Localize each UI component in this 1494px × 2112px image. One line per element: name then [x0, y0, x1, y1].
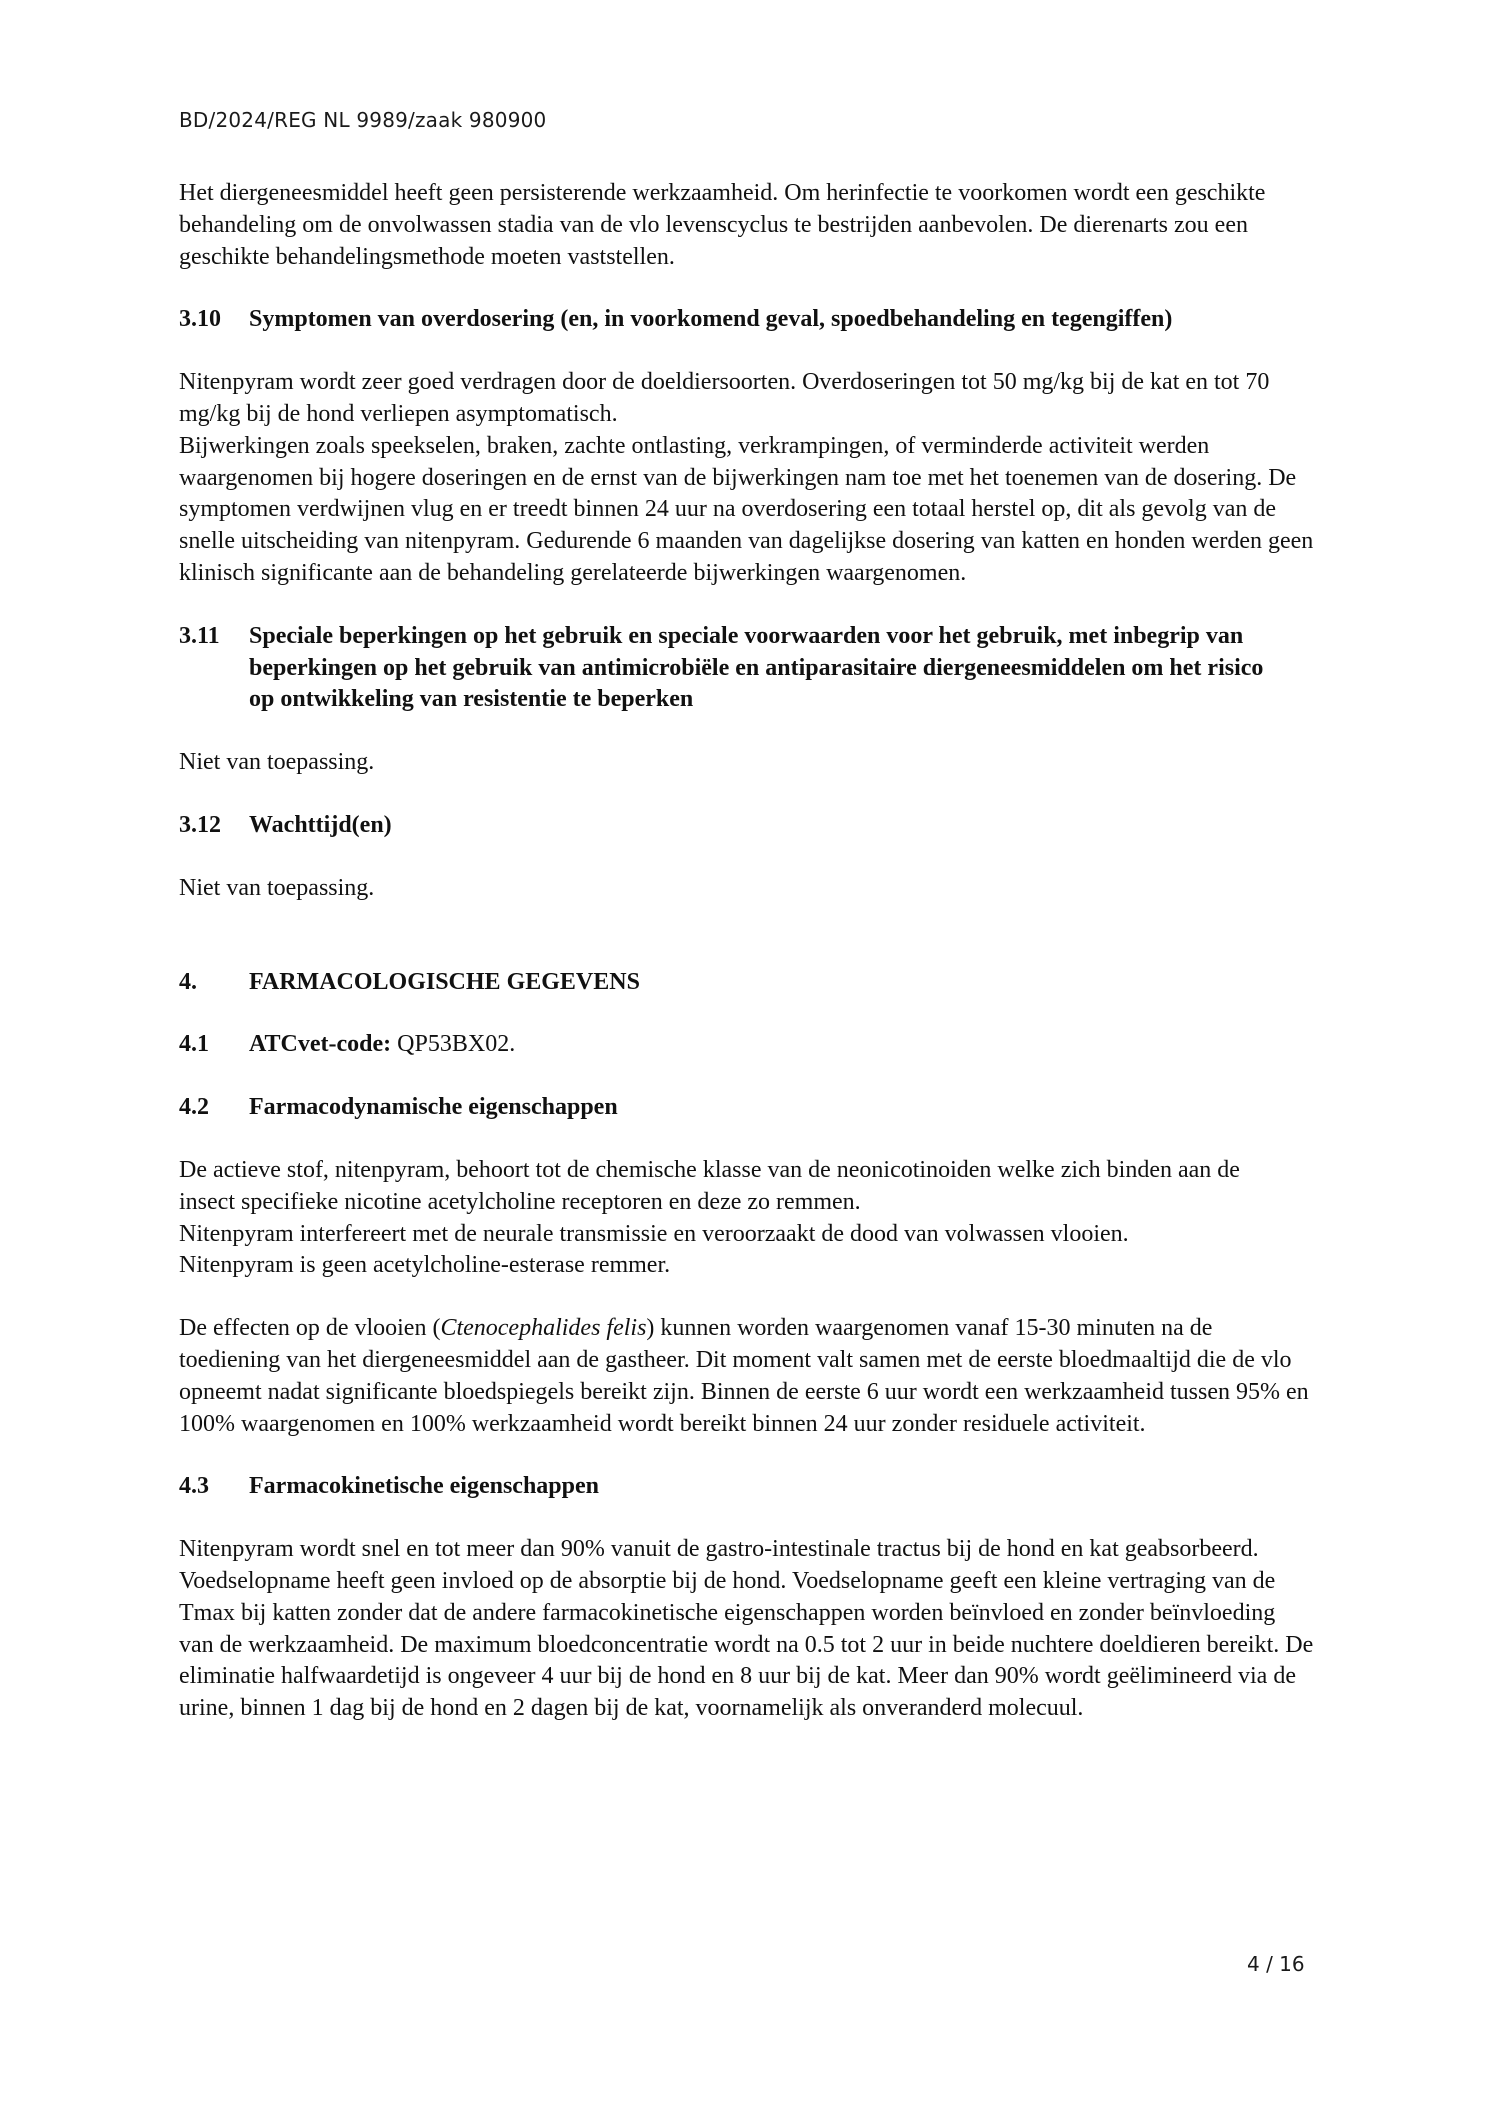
section-number: 3.12 — [179, 811, 221, 838]
spacer — [179, 336, 1314, 367]
spacer — [179, 1124, 1314, 1155]
chapter-number: 4. — [179, 968, 197, 995]
section-heading-3-10 — [179, 304, 1314, 336]
text-segment: De effecten op de vlooien ( — [179, 1315, 441, 1342]
spacer — [179, 779, 1314, 810]
document-reference-header: BD/2024/REG NL 9989/zaak 980900 — [179, 108, 547, 132]
section-heading-4-3 — [179, 1471, 1314, 1503]
spacer — [179, 998, 1314, 1029]
spacer — [179, 1440, 1314, 1471]
spacer — [179, 1503, 1314, 1534]
spacer — [179, 1282, 1314, 1313]
spacer — [179, 1061, 1314, 1092]
section-title: Symptomen van overdosering (en, in voorkomend geval, spoedbehandeling en tegengiffen) — [249, 306, 1173, 333]
section-title: Wachttijd(en) — [249, 811, 392, 838]
overdose-paragraph-1: Nitenpyram wordt zeer goed verdragen door de doeldiersoorten. Overdoseringen tot 50 mg/kg bij de kat en tot 70 mg/kg bij de hond verliepen asymptomatisch. — [179, 369, 1270, 427]
chapter-title: FARMACOLOGISCHE GEGEVENS — [249, 968, 640, 995]
species-name: Ctenocephalides felis — [440, 1315, 647, 1342]
intro-paragraph: Het diergeneesmiddel heeft geen persisterende werkzaamheid. Om herinfectie te voorkomen wordt een geschikte behandeling om de onvolwassen stadia van de vlo levenscyclus te bestrijden aanbevolen. De dierenarts zou een geschikte behandelingsmethode moeten vaststellen. — [179, 180, 1266, 270]
pharmacokinetics-paragraph: Nitenpyram wordt snel en tot meer dan 90% vanuit de gastro-intestinale tractus bij de hond en kat geabsorbeerd. Voedselopname heeft geen invloed op de absorptie bij de hond. Voedselopname geeft een kleine vertraging van de Tmax bij katten zonder dat de andere farmacokinetische eigenschappen worden beïnvloed en zonder beïnvloeding van de werkzaamheid. De maximum bloedconcentratie wordt na 0.5 tot 2 uur in beide nuchtere doeldieren bereikt. De eliminatie halfwaardetijd is ongeveer 4 uur bij de hond en 8 uur bij de kat. Meer dan 90% wordt geëlimineerd via de urine, binnen 1 dag bij de hond en 2 dagen bij de kat, voornamelijk als onveranderd molecuul. — [179, 1536, 1314, 1722]
spacer — [179, 716, 1314, 747]
section-title: Farmacodynamische eigenschappen — [249, 1094, 618, 1121]
chapter-heading-4 — [179, 967, 1314, 999]
atcvet-label: ATCvet-code: — [249, 1031, 392, 1058]
pharmacodynamics-line-1: De actieve stof, nitenpyram, behoort tot de chemische klasse van de neonicotinoiden welke zich binden aan de insect specifieke nicotine acetylcholine receptoren en deze zo remmen. — [179, 1156, 1240, 1215]
pharmacodynamics-paragraph-2 — [179, 1313, 1314, 1440]
spacer — [179, 590, 1314, 621]
section-heading-4-1 — [179, 1029, 1314, 1061]
section-3-11-body: Niet van toepassing. — [179, 749, 375, 776]
section-title: Speciale beperkingen op het gebruik en speciale voorwaarden voor het gebruik, met inbegrip van beperkingen op het gebruik van antimicrobiële en antiparasitaire diergeneesmiddelen om het risico op ontwikkeling van resistentie te beperken — [249, 622, 1264, 713]
section-heading-4-2 — [179, 1092, 1314, 1124]
section-number: 4.1 — [179, 1031, 209, 1058]
atcvet-code-line — [249, 1029, 1314, 1061]
section-number: 3.11 — [179, 622, 220, 649]
pharmacodynamics-line-2: Nitenpyram interfereert met de neurale transmissie en veroorzaakt de dood van volwassen vlooien. — [179, 1220, 1129, 1247]
overdose-paragraph-2: Bijwerkingen zoals speekselen, braken, zachte ontlasting, verkrampingen, of verminderde activiteit werden waargenomen bij hogere doseringen en de ernst van de bijwerkingen nam toe met het toenemen van de dosering. De symptomen verdwijnen vlug en er treedt binnen 24 uur na overdosering een totaal herstel op, dit als gevolg van de snelle uitscheiding van nitenpyram. Gedurende 6 maanden van dagelijkse dosering van katten en honden werden geen klinisch significante aan de behandeling gerelateerde bijwerkingen waargenomen. — [179, 432, 1314, 586]
section-number: 4.2 — [179, 1094, 209, 1121]
pharmacodynamics-line-3: Nitenpyram is geen acetylcholine-esterase remmer. — [179, 1252, 671, 1279]
spacer — [179, 842, 1314, 873]
section-heading-3-12 — [179, 810, 1314, 842]
page-content — [179, 178, 1314, 1725]
section-heading-3-11 — [179, 621, 1314, 716]
spacer — [179, 936, 1314, 967]
section-number: 4.3 — [179, 1473, 209, 1500]
section-title: Farmacokinetische eigenschappen — [249, 1473, 599, 1500]
section-3-12-body: Niet van toepassing. — [179, 874, 375, 901]
section-number: 3.10 — [179, 306, 221, 333]
spacer — [179, 273, 1314, 304]
atcvet-value: QP53BX02. — [391, 1031, 516, 1058]
text-segment: ) kunnen worden waargenomen vanaf 15-30 minuten na de toediening van het diergeneesmiddel aan de gastheer. Dit moment valt samen met de eerste bloedmaaltijd die de vlo opneemt nadat significante bloedspiegels bereikt zijn. Binnen de eerste 6 uur wordt een werkzaamheid tussen 95% en 100% waargenomen en 100% werkzaamheid wordt bereikt binnen 24 uur zonder residuele activiteit. — [179, 1315, 1309, 1437]
spacer — [179, 905, 1314, 936]
page-number: 4 / 16 — [1247, 1952, 1305, 1976]
